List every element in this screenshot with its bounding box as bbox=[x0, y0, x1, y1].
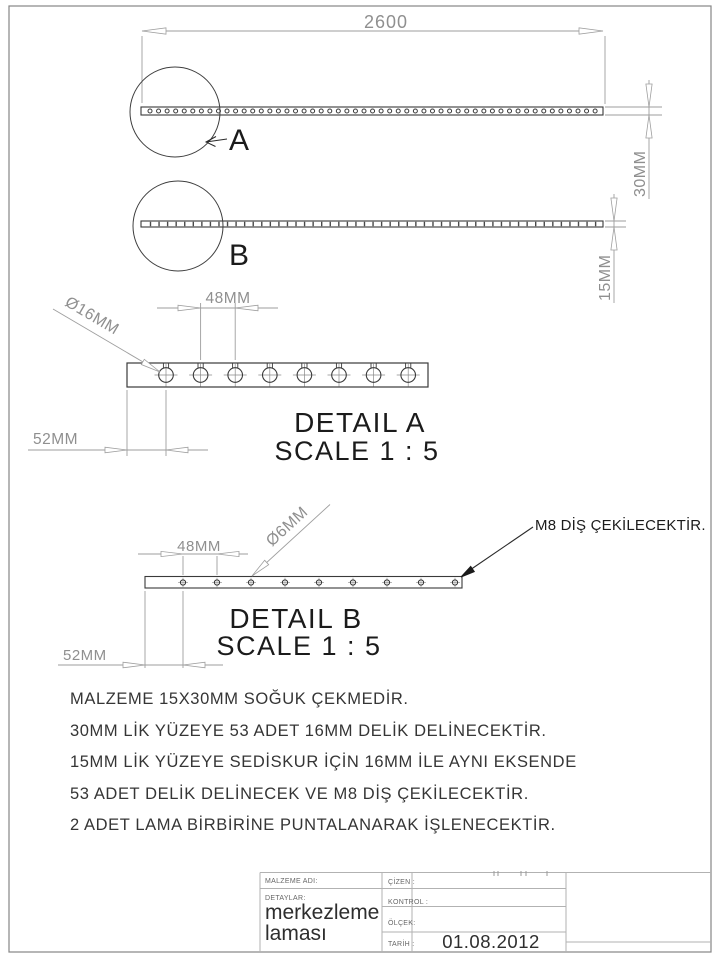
detail-a-diameter-text: Ø16MM bbox=[61, 293, 122, 339]
detail-a-dim-48 bbox=[157, 303, 278, 360]
detail-b-view bbox=[58, 504, 706, 668]
view-side-bar bbox=[133, 181, 626, 303]
detail-a-view bbox=[28, 290, 440, 466]
dimension-overall-length bbox=[142, 28, 605, 104]
m8-thread-note: M8 DİŞ ÇEKİLECEKTİR. bbox=[535, 517, 706, 534]
detail-a-label: A bbox=[229, 124, 250, 157]
detail-b-label: B bbox=[229, 239, 250, 272]
detail-a-leader bbox=[206, 137, 227, 147]
note-line-2: 30MM LİK YÜZEYE 53 ADET 16MM DELİK DELİNECEKTİR. bbox=[70, 722, 547, 740]
title-block-olcek-label: ÖLÇEK: bbox=[388, 920, 416, 927]
detail-b-spacing-text: 48MM bbox=[177, 538, 221, 555]
detail-a-scale: SCALE 1 : 5 bbox=[274, 436, 440, 466]
note-line-5: 2 ADET LAMA BİRBİRİNE PUNTALANARAK İŞLENECEKTİR. bbox=[70, 816, 556, 834]
title-block-detaylar-label: DETAYLAR: bbox=[265, 895, 306, 902]
detail-b-scale: SCALE 1 : 5 bbox=[216, 631, 382, 661]
clipped-signature-marks bbox=[494, 871, 547, 876]
date-value: 01.08.2012 bbox=[442, 931, 540, 952]
note-line-1: MALZEME 15X30MM SOĞUK ÇEKMEDİR. bbox=[70, 690, 409, 708]
title-block-tarih-label: TARİH : bbox=[388, 941, 415, 948]
part-name-line1: merkezleme bbox=[265, 901, 380, 924]
part-name-line2: laması bbox=[265, 922, 327, 945]
title-block-malzeme-adi-label: MALZEME ADI: bbox=[265, 878, 318, 885]
detail-a-spacing-text: 48MM bbox=[205, 290, 251, 307]
note-line-3: 15MM LİK YÜZEYE SEDİSKUR İÇİN 16MM İLE AYNI EKSENDE bbox=[70, 753, 577, 771]
title-block-cizen-label: ÇİZEN : bbox=[388, 879, 415, 886]
detail-b-title: DETAIL B bbox=[229, 603, 363, 634]
title-block-kontrol-label: KONTROL : bbox=[388, 899, 429, 906]
note-line-4: 53 ADET DELİK DELİNECEK VE M8 DİŞ ÇEKİLECEKTİR. bbox=[70, 785, 529, 803]
dim-thickness-15-text: 15MM bbox=[597, 254, 614, 301]
dim-thickness-30-text: 30MM bbox=[632, 150, 649, 197]
detail-a-edge-text: 52MM bbox=[33, 431, 79, 448]
m8-note-leader bbox=[461, 527, 533, 577]
detail-b-bar bbox=[145, 577, 462, 589]
dim-overall-length-text: 2600 bbox=[363, 12, 409, 32]
sheet-border bbox=[9, 6, 711, 952]
detail-b-edge-text: 52MM bbox=[63, 647, 107, 664]
detail-b-diameter-text: Ø6MM bbox=[263, 503, 312, 550]
notes-block bbox=[70, 689, 577, 834]
detail-a-title: DETAIL A bbox=[294, 407, 426, 438]
title-block bbox=[260, 871, 711, 952]
view-top-bar bbox=[130, 12, 662, 199]
